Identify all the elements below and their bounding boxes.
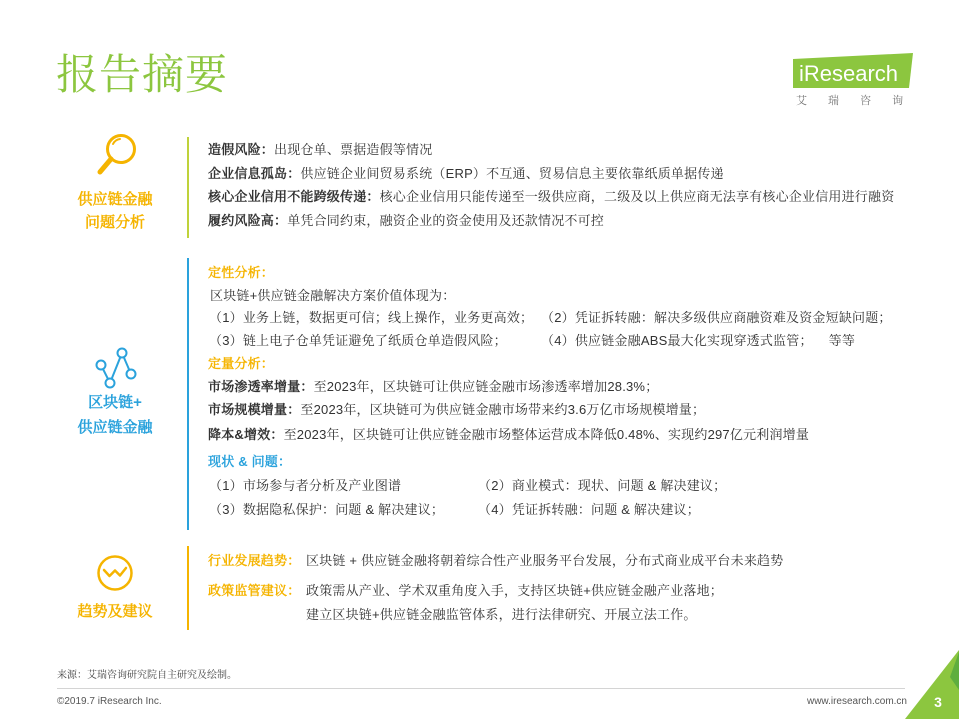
quantitative-item-text: 至2023年，区块链可让供应链金融市场整体运营成本降低0.48%、实现约297亿元利润增量 bbox=[283, 427, 810, 442]
quantitative-item-text: 至2023年，区块链可为供应链金融市场带来约3.6万亿市场规模增量； bbox=[300, 402, 706, 417]
policy-text: 政策需从产业、学术双重角度入手，支持区块链+供应链金融产业落地； bbox=[306, 583, 723, 598]
blockchain-section-divider bbox=[187, 258, 189, 530]
quantitative-item-text: 至2023年，区块链可让供应链金融市场渗透率增加28.3%； bbox=[313, 379, 659, 394]
status-point: （3）数据隐私保护：问题 & 解决建议； bbox=[209, 502, 445, 517]
problem-item-text: 出现仓单、票据造假等情况 bbox=[274, 142, 433, 157]
qualitative-etc: 等等 bbox=[828, 333, 856, 348]
status-heading: 现状 & 问题： bbox=[208, 454, 292, 469]
problem-item-text: 核心企业信用只能传递至一级供应商，二级及以上供应商无法享有核心企业信用进行融资 bbox=[379, 189, 895, 204]
trend-section-label: 趋势及建议 bbox=[77, 603, 153, 620]
problem-item-label: 企业信息孤岛： bbox=[208, 166, 301, 181]
qualitative-point: （1）业务上链，数据更可信；线上操作，业务更高效； bbox=[209, 310, 534, 325]
logo-chinese-text: 艾 瑞 咨 询 bbox=[796, 95, 913, 107]
problem-item bbox=[208, 165, 724, 183]
status-point: （2）商业模式：现状、问题 & 解决建议； bbox=[478, 478, 727, 493]
page-title: 报告摘要 bbox=[56, 51, 229, 98]
problem-item bbox=[208, 188, 894, 206]
source-note: 来源：艾瑞咨询研究院自主研究及绘制。 bbox=[57, 670, 237, 681]
problem-section-label-line2: 问题分析 bbox=[84, 214, 145, 231]
quantitative-item-label: 市场渗透率增量： bbox=[208, 379, 314, 394]
blockchain-section-label-line2: 供应链金融 bbox=[77, 419, 153, 436]
iresearch-logo bbox=[792, 50, 914, 90]
policy-label: 政策监管建议： bbox=[208, 583, 301, 598]
quantitative-item-label: 降本&增效： bbox=[208, 427, 284, 442]
qualitative-heading: 定性分析： bbox=[208, 265, 275, 280]
problem-item bbox=[208, 212, 604, 230]
policy-text: 建立区块链+供应链金融监管体系，进行法律研究、开展立法工作。 bbox=[306, 607, 697, 622]
qualitative-point: （2）凭证拆转融：解决多级供应商融资难及资金短缺问题； bbox=[541, 310, 892, 325]
problem-item-label: 履约风险高： bbox=[208, 213, 288, 228]
quantitative-item bbox=[208, 426, 809, 444]
page-number-corner bbox=[905, 650, 959, 719]
problem-item-text: 供应链企业间贸易系统（ERP）不互通、贸易信息主要依靠纸质单据传递 bbox=[300, 166, 724, 181]
trend-section-divider bbox=[187, 546, 189, 630]
website-text: www.iresearch.com.cn bbox=[806, 696, 907, 707]
qualitative-point: （4）供应链金融ABS最大化实现穿透式监管； bbox=[541, 333, 813, 348]
copyright: ©2019.7 iResearch Inc. bbox=[57, 696, 162, 707]
trend-chart-icon bbox=[96, 554, 134, 592]
page-number: 3 bbox=[934, 694, 942, 710]
problem-section-divider bbox=[187, 137, 189, 238]
problem-item bbox=[208, 141, 432, 159]
qualitative-point: （3）链上电子仓单凭证避免了纸质仓单造假风险； bbox=[209, 333, 507, 348]
corner-triangle bbox=[905, 650, 959, 719]
quantitative-item-label: 市场规模增量： bbox=[208, 402, 301, 417]
quantitative-heading: 定量分析： bbox=[208, 356, 275, 371]
quantitative-item bbox=[208, 378, 658, 396]
quantitative-item bbox=[208, 401, 705, 419]
logo-brand-text: iResearch bbox=[799, 61, 899, 86]
magnifier-icon bbox=[95, 132, 139, 178]
trend-text: 区块链 + 供应链金融将朝着综合性产业服务平台发展，分布式商业成平台未来趋势 bbox=[306, 553, 784, 568]
network-nodes-icon bbox=[93, 344, 139, 392]
problem-section-label-line1: 供应链金融 bbox=[77, 191, 153, 208]
qualitative-intro: 区块链+供应链金融解决方案价值体现为： bbox=[210, 288, 456, 303]
problem-item-text: 单凭合同约束，融资企业的资金使用及还款情况不可控 bbox=[287, 213, 605, 228]
status-point: （1）市场参与者分析及产业图谱 bbox=[209, 478, 402, 493]
footer-divider bbox=[57, 688, 905, 689]
trend-label: 行业发展趋势： bbox=[208, 553, 301, 568]
status-point: （4）凭证拆转融：问题 & 解决建议； bbox=[478, 502, 700, 517]
problem-item-label: 核心企业信用不能跨级传递： bbox=[208, 189, 380, 204]
problem-item-label: 造假风险： bbox=[208, 142, 275, 157]
blockchain-section-label-line1: 区块链+ bbox=[88, 394, 142, 411]
qualitative-point-row bbox=[541, 332, 855, 350]
